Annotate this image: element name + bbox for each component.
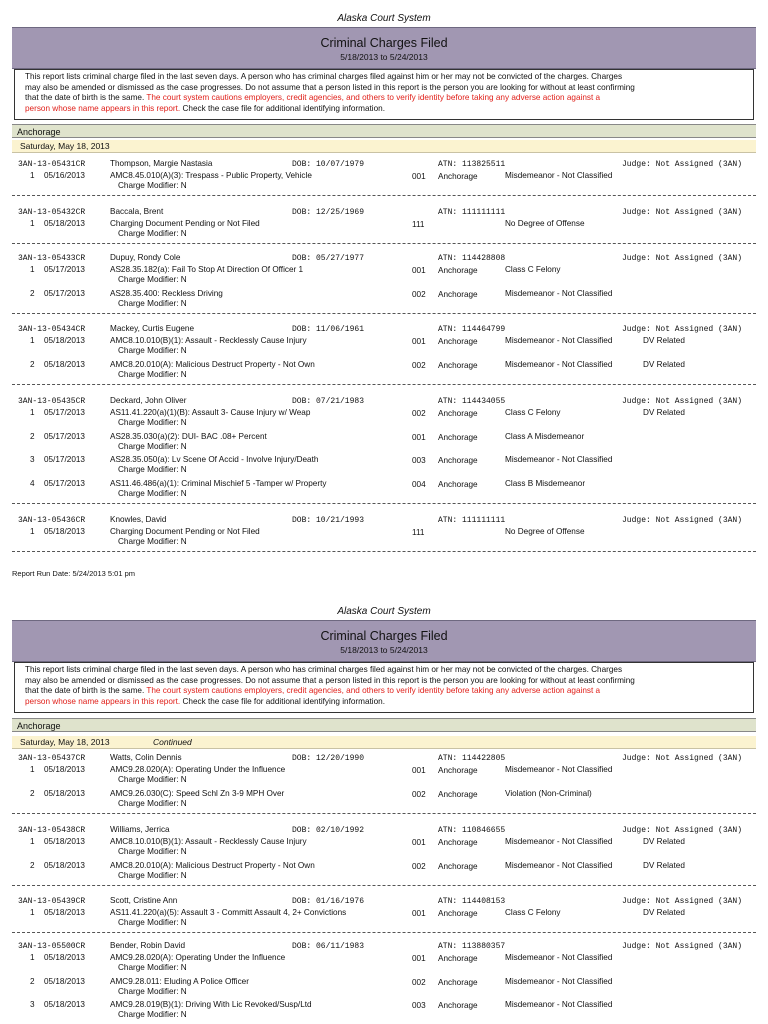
charge-location: Anchorage [438,766,478,775]
charge-location: Anchorage [438,479,478,489]
charge-count: 1 [30,527,35,536]
charge-modifier: Charge Modifier: N [118,369,187,379]
defendant-name: Thompson, Margie Nastasia [110,159,213,168]
case-number: 3AN-13-05500CR [18,942,86,951]
judge-assignment: Judge: Not Assigned (3AN) [622,325,743,334]
case-number: 3AN-13-05435CR [18,397,86,406]
charge-description: AS28.35.050(a): Lv Scene Of Accid - Involve Injury/Death [110,455,319,464]
charge-date: 05/18/2013 [44,860,85,870]
charge-count: 4 [30,478,35,488]
charge-location: Anchorage [438,337,478,346]
judge-assignment: Judge: Not Assigned (3AN) [622,754,743,763]
charge-modifier: Charge Modifier: N [118,986,187,996]
disclaimer-notice-page-2: This report lists criminal charge filed in the last seven days. A person who has criminal charges filed against him or her may not be convicted of the charges. Charges may also be amended or dismissed as the case progresses. Do not assume that a person listed in this report is the person you are looking for without at least confirming that the date of birth is the same. The court system cautions employers, credit agencies, and others to verify identity before taking any adverse action against a person whose name appears in this report. Check the case file for additional identifying information. [14,662,754,713]
case-separator [12,551,756,552]
defendant-name: Knowles, David [110,515,167,524]
charge-count: 2 [30,359,35,369]
charge-modifier: Charge Modifier: N [118,298,187,308]
charge-modifier: Charge Modifier: N [118,488,187,498]
charge-modifier: Charge Modifier: N [118,465,187,474]
charge-count: 1 [30,265,35,274]
report-title-band-page-2 [12,620,756,662]
charge-description: AS28.35.182(a): Fail To Stop At Direction Of Officer 1 [110,265,304,274]
charge-description: AMC9.28.011: Eluding A Police Officer [110,976,249,986]
charge-code: 001 [412,432,426,442]
charge-location: Anchorage [438,909,478,918]
charge-location: Anchorage [438,172,478,181]
charge-date: 05/18/2013 [44,336,85,345]
atn-number: ATN: 111111111 [438,516,506,525]
charge-class: Class C Felony [505,408,561,417]
charge-date: 05/18/2013 [44,219,85,228]
defendant-dob: DOB: 07/21/1983 [292,397,365,406]
defendant-dob: DOB: 12/20/1990 [292,754,365,763]
defendant-name: Mackey, Curtis Eugene [110,324,195,333]
charge-code: 004 [412,479,426,489]
charge-class: No Degree of Offense [505,219,585,228]
atn-number: ATN: 114434055 [438,397,506,406]
charge-code: 003 [412,1001,426,1010]
charge-date: 05/18/2013 [44,908,85,917]
charge-date: 05/17/2013 [44,455,85,464]
charge-modifier: Charge Modifier: N [118,181,187,190]
charge-date: 05/18/2013 [44,527,85,536]
charge-code: 002 [412,861,426,871]
charge-location: Anchorage [438,360,478,370]
atn-number: ATN: 110846655 [438,826,506,835]
judge-assignment: Judge: Not Assigned (3AN) [622,397,743,406]
charge-count: 2 [30,860,35,870]
charge-description: AMC9.26.030(C): Speed Schl Zn 3-9 MPH Over [110,788,285,798]
charge-count: 2 [30,288,35,298]
charge-modifier: Charge Modifier: N [118,537,187,546]
charge-description: AMC8.20.010(A): Malicious Destruct Property - Not Own [110,359,315,369]
charge-description: AMC8.10.010(B)(1): Assault - Recklessly Cause Injury [110,336,307,345]
atn-number: ATN: 114428808 [438,254,506,263]
charge-modifier: Charge Modifier: N [118,798,187,808]
report-title-band [12,27,756,69]
charge-class: Violation (Non-Criminal) [505,788,592,798]
defendant-name: Williams, Jerrica [110,825,170,834]
charge-code: 003 [412,456,426,465]
charge-description: AS28.35.030(a)(2): DUI- BAC .08+ Percent [110,431,267,441]
charge-class: Misdemeanor - Not Classified [505,953,613,962]
case-number: 3AN-13-05431CR [18,160,86,169]
judge-assignment: Judge: Not Assigned (3AN) [622,516,743,525]
charge-modifier: Charge Modifier: N [118,775,187,784]
report-title-page-2: Criminal Charges Filed [320,629,448,643]
charge-date: 05/18/2013 [44,359,85,369]
charge-class: No Degree of Offense [505,527,585,536]
charge-class: Misdemeanor - Not Classified [505,976,613,986]
date-header: Saturday, May 18, 2013 [12,140,756,153]
charge-location: Anchorage [438,838,478,847]
charge-class: Misdemeanor - Not Classified [505,765,613,774]
charge-description: AS11.41.220(a)(5): Assault 3 - Committ Assault 4, 2+ Convictions [110,908,347,917]
charge-count: 2 [30,976,35,986]
charge-count: 1 [30,408,35,417]
judge-assignment: Judge: Not Assigned (3AN) [622,826,743,835]
charge-date: 05/18/2013 [44,837,85,846]
case-separator [12,243,756,244]
charge-date: 05/17/2013 [44,478,85,488]
defendant-dob: DOB: 12/25/1969 [292,208,365,217]
charge-modifier: Charge Modifier: N [118,229,187,238]
charge-description: AMC9.28.020(A): Operating Under the Influence [110,953,286,962]
charge-code: 002 [412,977,426,987]
charge-description: AMC9.28.020(A): Operating Under the Influence [110,765,286,774]
date-header-page-2: Saturday, May 18, 2013 Continued [12,736,756,749]
charge-location: Anchorage [438,861,478,871]
charge-code: 002 [412,409,426,418]
atn-number: ATN: 114464799 [438,325,506,334]
charge-date: 05/18/2013 [44,765,85,774]
case-separator [12,503,756,504]
charge-count: 2 [30,788,35,798]
case-separator [12,885,756,886]
charge-date: 05/18/2013 [44,953,85,962]
charge-description: AMC9.28.019(B)(1): Driving With Lic Revoked/Susp/Ltd [110,1000,312,1009]
charge-location: Anchorage [438,977,478,987]
location-header: Anchorage [12,124,756,138]
charge-code: 001 [412,954,426,963]
charge-code: 111 [412,528,425,537]
charge-description: AS11.41.220(a)(1)(B): Assault 3- Cause Injury w/ Weap [110,408,311,417]
case-separator [12,813,756,814]
charge-count: 1 [30,908,35,917]
charge-class: Misdemeanor - Not Classified [505,359,613,369]
system-title-page-2: Alaska Court System [337,606,431,617]
report-date-range: 5/18/2013 to 5/24/2013 [340,52,428,62]
case-number: 3AN-13-05436CR [18,516,86,525]
dv-related-flag: DV Related [643,408,685,417]
defendant-dob: DOB: 06/11/1983 [292,942,365,951]
charge-code: 001 [412,766,426,775]
charge-class: Class A Misdemeanor [505,431,585,441]
charge-date: 05/16/2013 [44,171,85,180]
case-number: 3AN-13-05439CR [18,897,86,906]
charge-modifier: Charge Modifier: N [118,870,187,880]
dv-related-flag: DV Related [643,336,685,345]
judge-assignment: Judge: Not Assigned (3AN) [622,208,743,217]
charge-date: 05/17/2013 [44,288,85,298]
defendant-name: Watts, Colin Dennis [110,753,182,762]
charge-date: 05/18/2013 [44,976,85,986]
charge-count: 3 [30,1000,35,1009]
charge-class: Class B Misdemeanor [505,478,586,488]
defendant-dob: DOB: 01/16/1976 [292,897,365,906]
case-separator [12,932,756,933]
charge-location: Anchorage [438,266,478,275]
charge-class: Misdemeanor - Not Classified [505,837,613,846]
charge-location: Anchorage [438,789,478,799]
dv-related-flag: DV Related [643,359,685,369]
defendant-dob: DOB: 11/06/1961 [292,325,365,334]
charge-modifier: Charge Modifier: N [118,918,187,927]
charge-date: 05/18/2013 [44,788,85,798]
charge-class: Misdemeanor - Not Classified [505,288,613,298]
charge-code: 001 [412,337,426,346]
judge-assignment: Judge: Not Assigned (3AN) [622,942,743,951]
judge-assignment: Judge: Not Assigned (3AN) [622,160,743,169]
charge-modifier: Charge Modifier: N [118,418,187,427]
charge-description: AMC8.45.010(A)(3): Trespass - Public Property, Vehicle [110,171,312,180]
charge-location: Anchorage [438,289,478,299]
judge-assignment: Judge: Not Assigned (3AN) [622,254,743,263]
charge-modifier: Charge Modifier: N [118,963,187,972]
atn-number: ATN: 111111111 [438,208,506,217]
defendant-dob: DOB: 02/10/1992 [292,826,365,835]
charge-modifier: Charge Modifier: N [118,847,187,856]
charge-code: 001 [412,266,426,275]
judge-assignment: Judge: Not Assigned (3AN) [622,897,743,906]
atn-number: ATN: 114422805 [438,754,506,763]
case-number: 3AN-13-05437CR [18,754,86,763]
defendant-name: Baccala, Brent [110,207,164,216]
charge-date: 05/17/2013 [44,431,85,441]
case-separator [12,195,756,196]
charge-location: Anchorage [438,432,478,442]
charge-description: Charging Document Pending or Not Filed [110,527,260,536]
charge-code: 111 [412,220,425,229]
charge-location: Anchorage [438,954,478,963]
continued-label: Continued [153,737,192,747]
charge-count: 3 [30,455,35,464]
charge-description: AMC8.20.010(A): Malicious Destruct Property - Not Own [110,860,315,870]
charge-code: 001 [412,172,426,181]
charge-modifier: Charge Modifier: N [118,441,187,451]
charge-count: 1 [30,336,35,345]
case-number: 3AN-13-05438CR [18,826,86,835]
charge-class: Class C Felony [505,265,561,274]
charge-class: Misdemeanor - Not Classified [505,1000,613,1009]
case-number: 3AN-13-05434CR [18,325,86,334]
charge-count: 1 [30,219,35,228]
charge-modifier: Charge Modifier: N [118,275,187,284]
atn-number: ATN: 114408153 [438,897,506,906]
case-number: 3AN-13-05432CR [18,208,86,217]
charge-date: 05/17/2013 [44,408,85,417]
case-number: 3AN-13-05433CR [18,254,86,263]
system-title: Alaska Court System [337,13,431,24]
dv-related-flag: DV Related [643,837,685,846]
charge-class: Misdemeanor - Not Classified [505,336,613,345]
charge-description: AS11.46.486(a)(1): Criminal Mischief 5 -Tamper w/ Property [110,478,327,488]
defendant-dob: DOB: 10/07/1979 [292,160,365,169]
dv-related-flag: DV Related [643,908,685,917]
defendant-dob: DOB: 05/27/1977 [292,254,365,263]
charge-location: Anchorage [438,1001,478,1010]
defendant-name: Dupuy, Rondy Cole [110,253,181,262]
charge-count: 1 [30,953,35,962]
charge-date: 05/18/2013 [44,1000,85,1009]
charge-location: Anchorage [438,456,478,465]
case-separator [12,384,756,385]
atn-number: ATN: 113880357 [438,942,506,951]
charge-count: 1 [30,765,35,774]
case-separator [12,313,756,314]
disclaimer-notice: This report lists criminal charge filed in the last seven days. A person who has criminal charges filed against him or her may not be convicted of the charges. Charges may also be amended or dismissed as the case progresses. Do not assume that a person listed in this report is the person you are looking for without at least confirming that the date of birth is the same. The court system cautions employers, credit agencies, and others to verify identity before taking any adverse action against a person whose name appears in this report. Check the case file for additional identifying information. [14,69,754,120]
atn-number: ATN: 113825511 [438,160,506,169]
charge-code: 001 [412,909,426,918]
charge-code: 002 [412,360,426,370]
report-date-range-page-2: 5/18/2013 to 5/24/2013 [340,645,428,655]
charge-description: Charging Document Pending or Not Filed [110,219,260,228]
dv-related-flag: DV Related [643,860,685,870]
charge-class: Misdemeanor - Not Classified [505,860,613,870]
report-run-date: Report Run Date: 5/24/2013 5:01 pm [12,569,135,578]
charge-code: 002 [412,789,426,799]
charge-location: Anchorage [438,409,478,418]
charge-description: AS28.35.400: Reckless Driving [110,288,223,298]
location-header-page-2: Anchorage [12,718,756,732]
charge-code: 001 [412,838,426,847]
defendant-dob: DOB: 10/21/1993 [292,516,365,525]
defendant-name: Deckard, John Oliver [110,396,187,405]
charge-class: Misdemeanor - Not Classified [505,171,613,180]
defendant-name: Bender, Robin David [110,941,186,950]
charge-class: Misdemeanor - Not Classified [505,455,613,464]
charge-modifier: Charge Modifier: N [118,346,187,355]
charge-date: 05/17/2013 [44,265,85,274]
defendant-name: Scott, Cristine Ann [110,896,178,905]
charge-count: 1 [30,837,35,846]
charge-code: 002 [412,289,426,299]
charge-modifier: Charge Modifier: N [118,1010,187,1019]
charge-count: 2 [30,431,35,441]
charge-class: Class C Felony [505,908,561,917]
charge-description: AMC8.10.010(B)(1): Assault - Recklessly Cause Injury [110,837,307,846]
report-title: Criminal Charges Filed [320,36,448,50]
charge-count: 1 [30,171,35,180]
